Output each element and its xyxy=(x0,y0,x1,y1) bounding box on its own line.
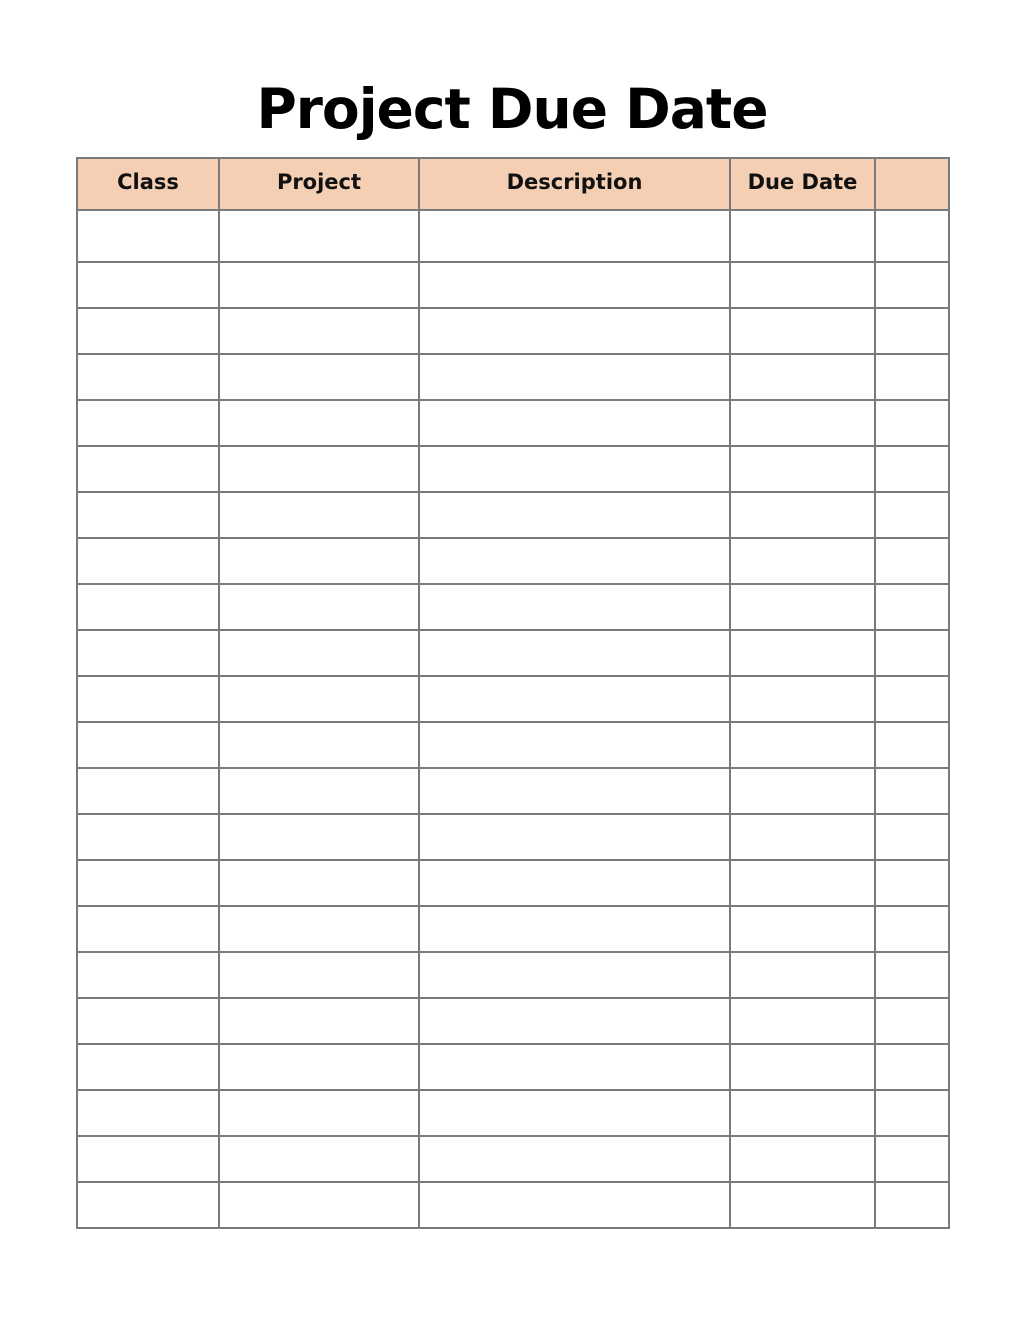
cell-class[interactable] xyxy=(77,630,219,676)
cell-project[interactable] xyxy=(219,998,419,1044)
cell-due-date[interactable] xyxy=(730,1182,875,1228)
cell-class[interactable] xyxy=(77,1182,219,1228)
table-row xyxy=(77,998,949,1044)
cell-description[interactable] xyxy=(419,630,730,676)
cell-description[interactable] xyxy=(419,262,730,308)
cell-extra[interactable] xyxy=(875,630,949,676)
cell-project[interactable] xyxy=(219,860,419,906)
table-row xyxy=(77,492,949,538)
cell-due-date[interactable] xyxy=(730,492,875,538)
cell-project[interactable] xyxy=(219,492,419,538)
table-row xyxy=(77,952,949,998)
cell-due-date[interactable] xyxy=(730,210,875,262)
cell-due-date[interactable] xyxy=(730,538,875,584)
cell-due-date[interactable] xyxy=(730,768,875,814)
cell-due-date[interactable] xyxy=(730,722,875,768)
cell-description[interactable] xyxy=(419,952,730,998)
column-header-blank xyxy=(875,158,949,210)
cell-class[interactable] xyxy=(77,814,219,860)
cell-due-date[interactable] xyxy=(730,354,875,400)
cell-project[interactable] xyxy=(219,1136,419,1182)
column-header-description: Description xyxy=(419,158,730,210)
table-row xyxy=(77,860,949,906)
cell-class[interactable] xyxy=(77,584,219,630)
cell-extra[interactable] xyxy=(875,860,949,906)
cell-extra[interactable] xyxy=(875,400,949,446)
cell-description[interactable] xyxy=(419,906,730,952)
cell-project[interactable] xyxy=(219,354,419,400)
cell-description[interactable] xyxy=(419,676,730,722)
cell-class[interactable] xyxy=(77,210,219,262)
cell-class[interactable] xyxy=(77,308,219,354)
cell-extra[interactable] xyxy=(875,492,949,538)
cell-description[interactable] xyxy=(419,1182,730,1228)
cell-project[interactable] xyxy=(219,1090,419,1136)
cell-extra[interactable] xyxy=(875,1136,949,1182)
page-title: Project Due Date xyxy=(256,77,768,141)
cell-project[interactable] xyxy=(219,446,419,492)
table-row xyxy=(77,584,949,630)
cell-project[interactable] xyxy=(219,400,419,446)
cell-due-date[interactable] xyxy=(730,676,875,722)
cell-class[interactable] xyxy=(77,538,219,584)
cell-description[interactable] xyxy=(419,814,730,860)
cell-project[interactable] xyxy=(219,952,419,998)
table-row xyxy=(77,814,949,860)
cell-project[interactable] xyxy=(219,1182,419,1228)
cell-due-date[interactable] xyxy=(730,814,875,860)
cell-due-date[interactable] xyxy=(730,584,875,630)
cell-class[interactable] xyxy=(77,262,219,308)
cell-extra[interactable] xyxy=(875,1182,949,1228)
cell-class[interactable] xyxy=(77,1136,219,1182)
cell-description[interactable] xyxy=(419,354,730,400)
cell-due-date[interactable] xyxy=(730,1136,875,1182)
table-row xyxy=(77,1136,949,1182)
cell-project[interactable] xyxy=(219,262,419,308)
cell-project[interactable] xyxy=(219,722,419,768)
cell-description[interactable] xyxy=(419,722,730,768)
table-body xyxy=(77,210,949,1228)
cell-description[interactable] xyxy=(419,400,730,446)
cell-description[interactable] xyxy=(419,998,730,1044)
cell-class[interactable] xyxy=(77,906,219,952)
cell-project[interactable] xyxy=(219,676,419,722)
table-row xyxy=(77,1182,949,1228)
column-header-due-date: Due Date xyxy=(730,158,875,210)
cell-due-date[interactable] xyxy=(730,906,875,952)
cell-due-date[interactable] xyxy=(730,630,875,676)
cell-class[interactable] xyxy=(77,1090,219,1136)
cell-due-date[interactable] xyxy=(730,446,875,492)
cell-project[interactable] xyxy=(219,630,419,676)
cell-due-date[interactable] xyxy=(730,308,875,354)
cell-description[interactable] xyxy=(419,1090,730,1136)
cell-description[interactable] xyxy=(419,1136,730,1182)
cell-description[interactable] xyxy=(419,446,730,492)
cell-extra[interactable] xyxy=(875,1044,949,1090)
project-table xyxy=(76,157,950,1229)
cell-due-date[interactable] xyxy=(730,1090,875,1136)
cell-extra[interactable] xyxy=(875,262,949,308)
cell-description[interactable] xyxy=(419,308,730,354)
cell-extra[interactable] xyxy=(875,998,949,1044)
cell-project[interactable] xyxy=(219,538,419,584)
cell-due-date[interactable] xyxy=(730,400,875,446)
table-row xyxy=(77,1044,949,1090)
cell-extra[interactable] xyxy=(875,1090,949,1136)
cell-class[interactable] xyxy=(77,1044,219,1090)
cell-extra[interactable] xyxy=(875,814,949,860)
table-row xyxy=(77,676,949,722)
cell-extra[interactable] xyxy=(875,354,949,400)
cell-class[interactable] xyxy=(77,492,219,538)
cell-extra[interactable] xyxy=(875,538,949,584)
cell-extra[interactable] xyxy=(875,210,949,262)
cell-class[interactable] xyxy=(77,952,219,998)
column-header-class: Class xyxy=(77,158,219,210)
table-row xyxy=(77,354,949,400)
cell-class[interactable] xyxy=(77,354,219,400)
table-row xyxy=(77,906,949,952)
cell-class[interactable] xyxy=(77,860,219,906)
table-header xyxy=(77,158,949,210)
table-row xyxy=(77,630,949,676)
table-row xyxy=(77,400,949,446)
cell-class[interactable] xyxy=(77,446,219,492)
cell-class[interactable] xyxy=(77,400,219,446)
cell-class[interactable] xyxy=(77,998,219,1044)
cell-description[interactable] xyxy=(419,1044,730,1090)
cell-extra[interactable] xyxy=(875,768,949,814)
cell-project[interactable] xyxy=(219,584,419,630)
cell-due-date[interactable] xyxy=(730,952,875,998)
table-row xyxy=(77,538,949,584)
cell-extra[interactable] xyxy=(875,676,949,722)
cell-due-date[interactable] xyxy=(730,998,875,1044)
cell-project[interactable] xyxy=(219,308,419,354)
table-row xyxy=(77,262,949,308)
cell-project[interactable] xyxy=(219,906,419,952)
table-row xyxy=(77,308,949,354)
cell-description[interactable] xyxy=(419,538,730,584)
cell-project[interactable] xyxy=(219,1044,419,1090)
table-row xyxy=(77,768,949,814)
table-row xyxy=(77,210,949,262)
header-row xyxy=(77,158,949,210)
cell-project[interactable] xyxy=(219,210,419,262)
cell-description[interactable] xyxy=(419,860,730,906)
cell-description[interactable] xyxy=(419,492,730,538)
cell-due-date[interactable] xyxy=(730,1044,875,1090)
cell-description[interactable] xyxy=(419,768,730,814)
cell-extra[interactable] xyxy=(875,446,949,492)
cell-project[interactable] xyxy=(219,768,419,814)
cell-extra[interactable] xyxy=(875,722,949,768)
column-header-project: Project xyxy=(219,158,419,210)
table-row xyxy=(77,446,949,492)
cell-project[interactable] xyxy=(219,814,419,860)
cell-extra[interactable] xyxy=(875,584,949,630)
table-row xyxy=(77,1090,949,1136)
cell-extra[interactable] xyxy=(875,952,949,998)
cell-extra[interactable] xyxy=(875,906,949,952)
cell-description[interactable] xyxy=(419,584,730,630)
cell-extra[interactable] xyxy=(875,308,949,354)
table-row xyxy=(77,722,949,768)
cell-due-date[interactable] xyxy=(730,262,875,308)
cell-class[interactable] xyxy=(77,768,219,814)
cell-due-date[interactable] xyxy=(730,860,875,906)
cell-description[interactable] xyxy=(419,210,730,262)
cell-class[interactable] xyxy=(77,722,219,768)
cell-class[interactable] xyxy=(77,676,219,722)
